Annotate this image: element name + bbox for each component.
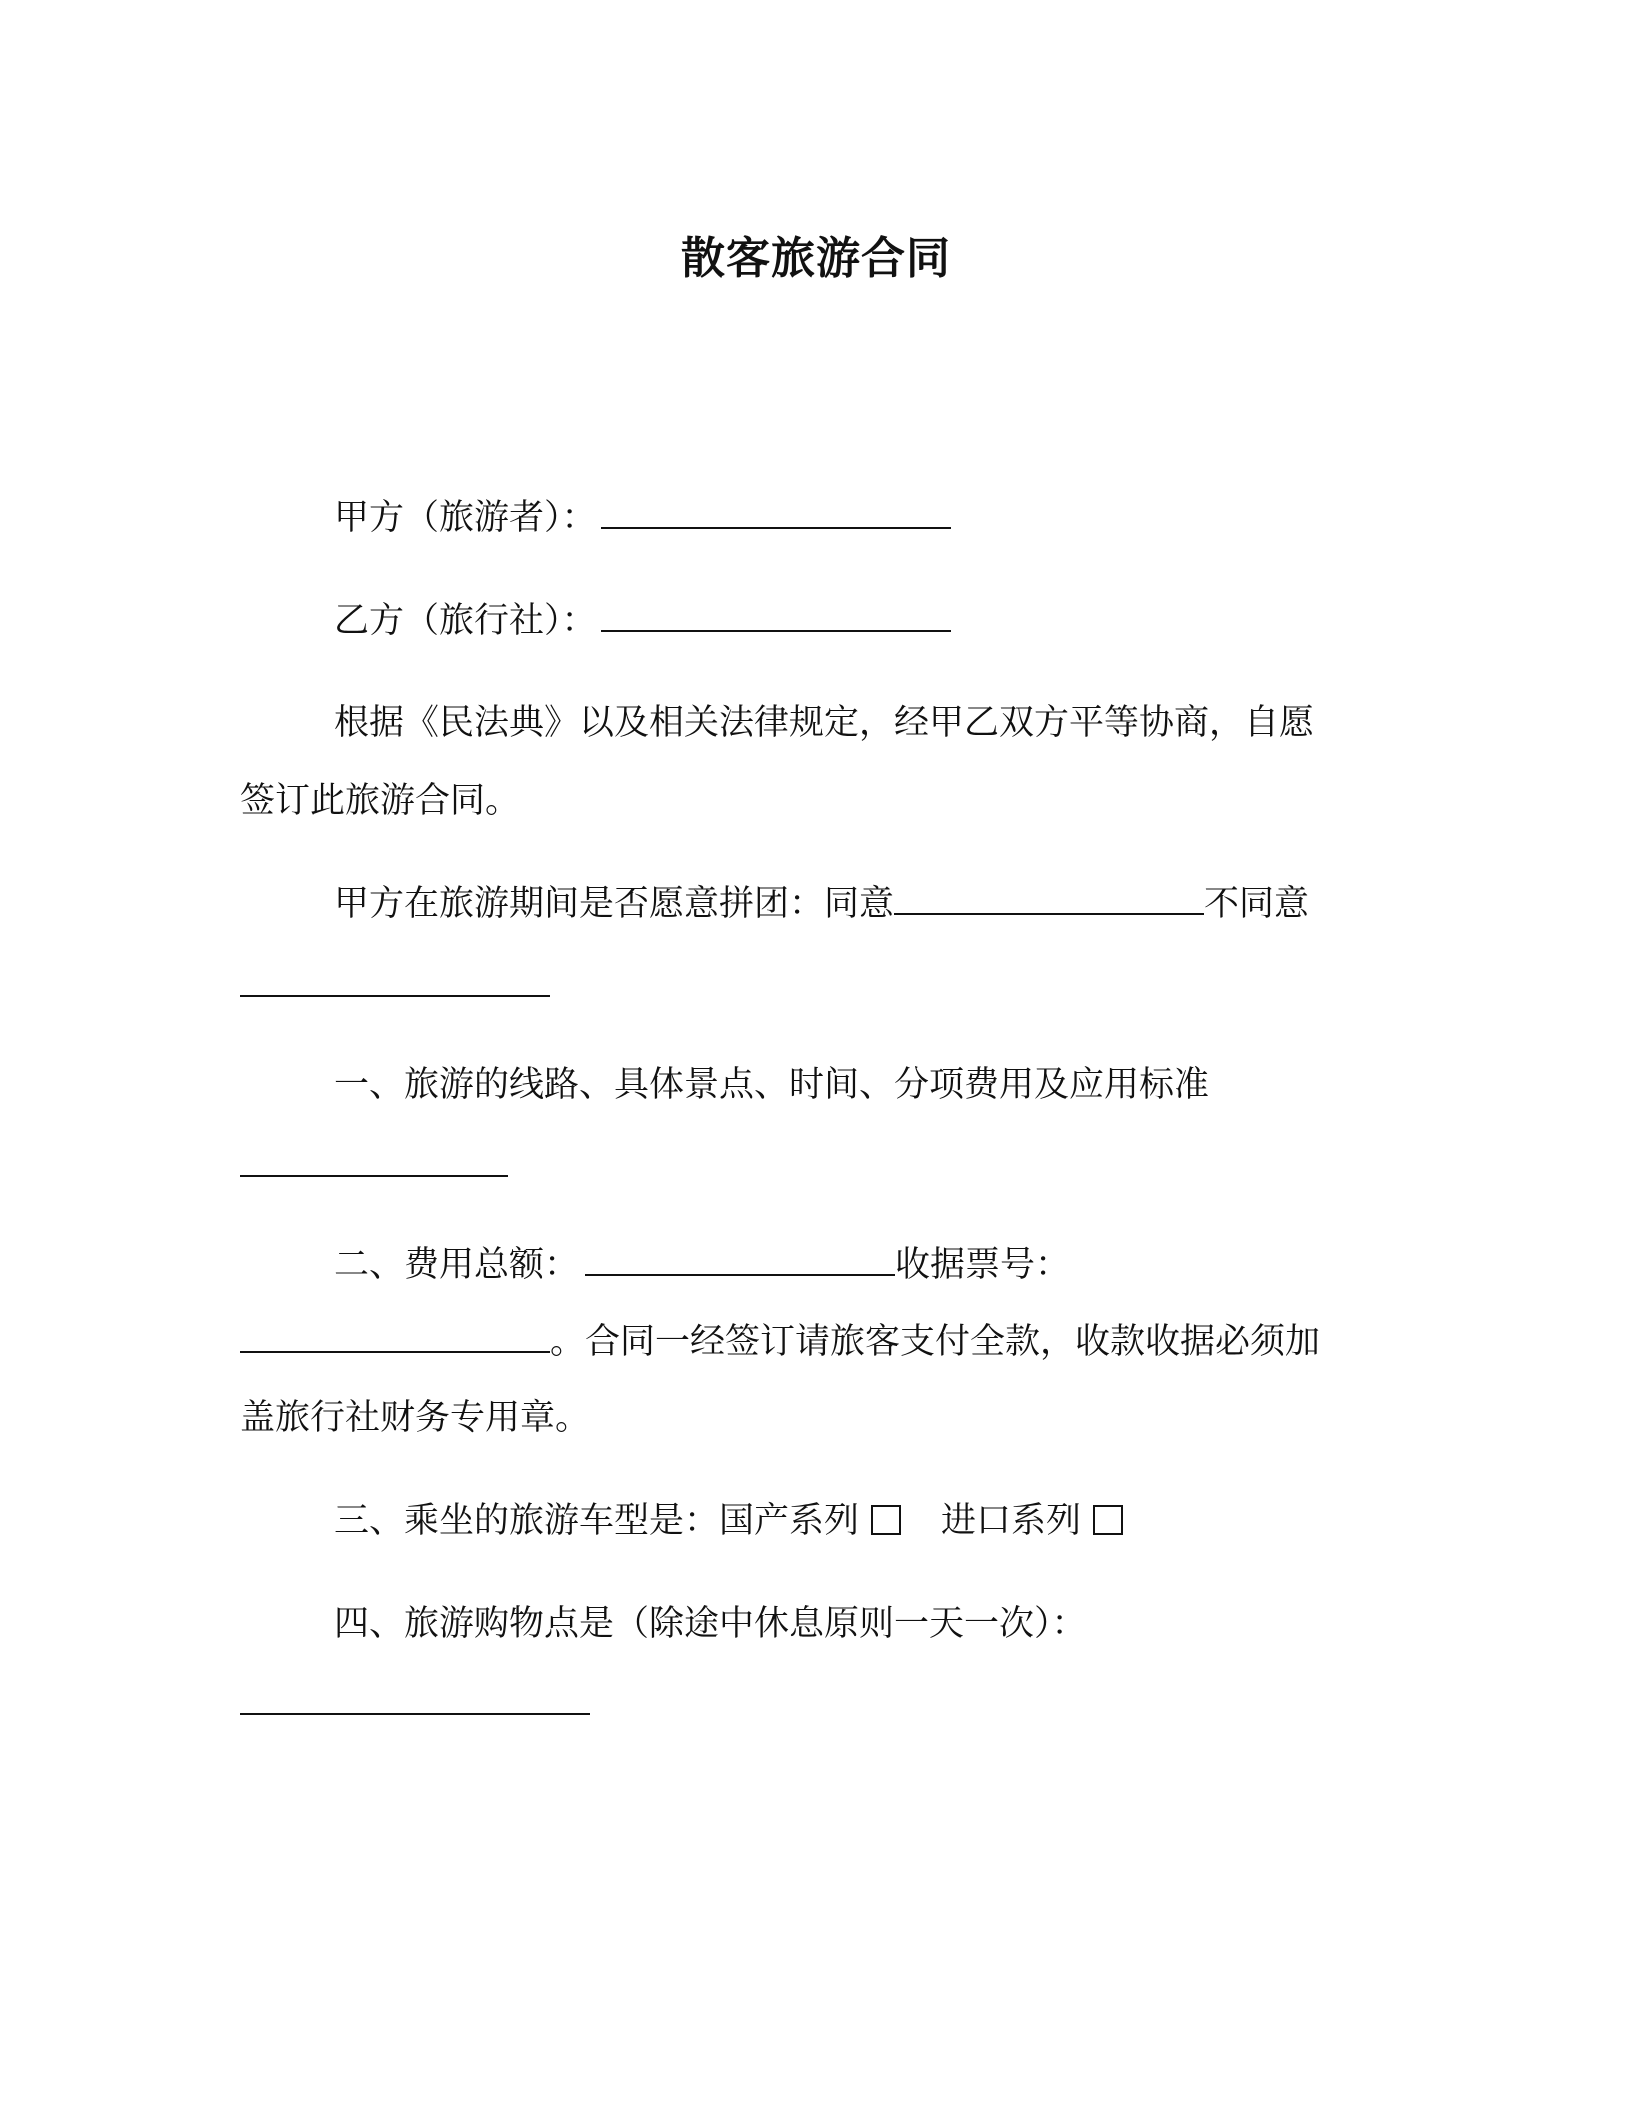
preamble-line-1: 根据《民法典》以及相关法律规定，经甲乙双方平等协商，自愿 (334, 703, 1315, 743)
section-1-title: 一、旅游的线路、具体景点、时间、分项费用及应用标准 (334, 1065, 1210, 1105)
page-title: 散客旅游合同 (681, 233, 951, 284)
total-fee-label: 二、费用总额： (334, 1245, 580, 1285)
section-4-blank-row (240, 1680, 590, 1728)
party-b-label: 乙方（旅行社）： (334, 601, 597, 641)
section-1-blank-row (240, 1142, 508, 1190)
domestic-option-label: 国产系列 (719, 1501, 860, 1541)
disagree-label: 不同意 (1204, 884, 1310, 924)
domestic-checkbox[interactable] (871, 1505, 901, 1535)
disagree-blank-row (240, 962, 550, 1010)
receipt-number-blank[interactable] (240, 1321, 550, 1353)
section-3-row (334, 1497, 1123, 1545)
shopping-points-blank[interactable] (240, 1683, 590, 1715)
section-2-line-2 (240, 1318, 1320, 1366)
party-b-blank[interactable] (601, 600, 951, 632)
agree-blank[interactable] (894, 883, 1204, 915)
section-4-title: 四、旅游购物点是（除途中休息原则一天一次）： (334, 1604, 1087, 1644)
imported-checkbox[interactable] (1093, 1505, 1123, 1535)
section-1-blank[interactable] (240, 1145, 508, 1177)
receipt-number-label: 收据票号： (895, 1245, 1071, 1285)
section-2-payment-text: 。合同一经签订请旅客支付全款，收款收据必须加 (550, 1322, 1321, 1362)
section-2-line-3: 盖旅行社财务专用章。 (240, 1398, 591, 1438)
party-b-row (334, 597, 955, 645)
party-a-blank[interactable] (601, 497, 951, 529)
group-question-label: 甲方在旅游期间是否愿意拼团：同意 (334, 884, 895, 924)
party-a-row (334, 494, 955, 542)
preamble-line-2: 签订此旅游合同。 (240, 781, 521, 821)
party-a-label: 甲方（旅游者）： (334, 498, 597, 538)
vehicle-type-label: 三、乘坐的旅游车型是： (334, 1501, 720, 1541)
total-fee-blank[interactable] (585, 1244, 895, 1276)
section-2-row (334, 1241, 1070, 1289)
disagree-blank[interactable] (240, 965, 550, 997)
imported-option-label: 进口系列 (941, 1501, 1082, 1541)
group-question-row (334, 880, 1309, 928)
